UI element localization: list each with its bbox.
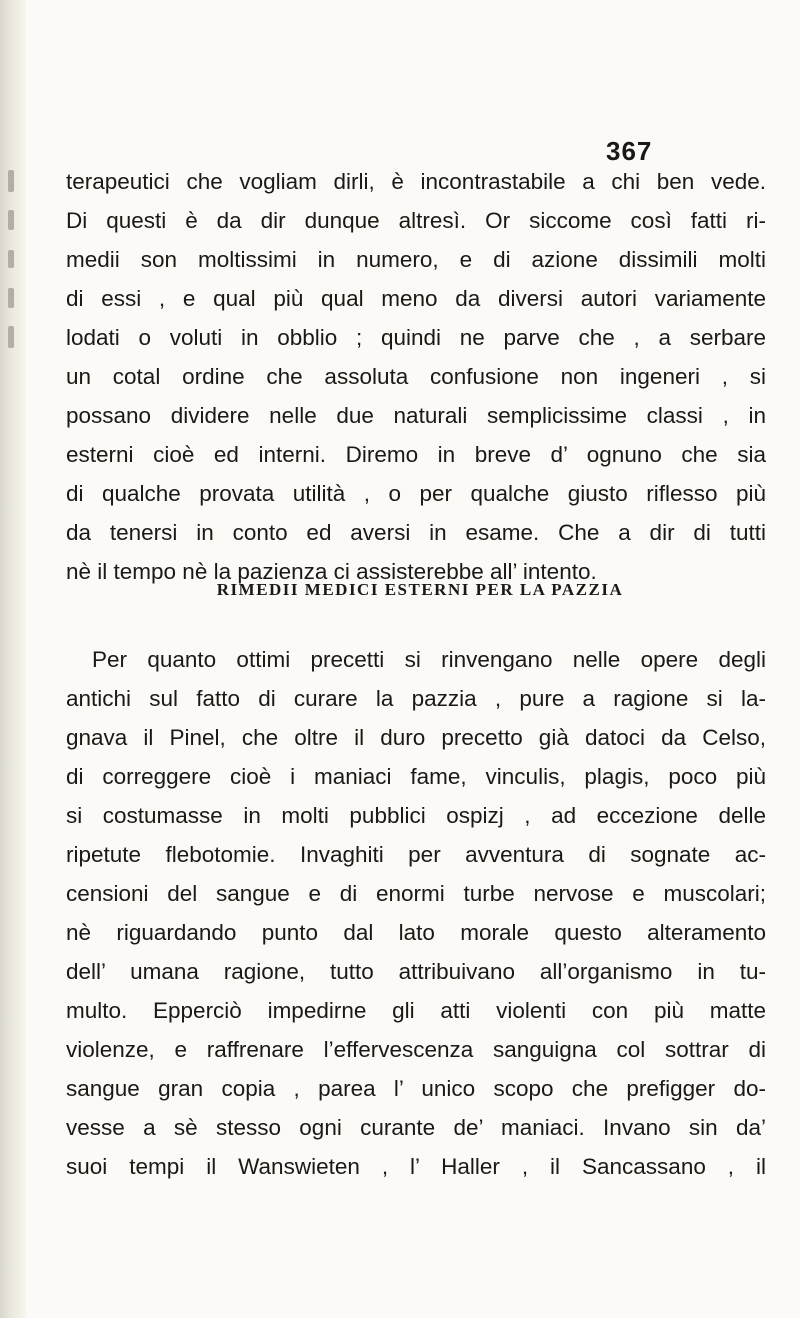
paragraph-1	[66, 162, 766, 591]
text-line: di essi , e qual più qual meno da diversi autori variamente	[66, 286, 766, 311]
text-line: possano dividere nelle due naturali semplicissime classi , in	[66, 403, 766, 428]
text-line: antichi sul fatto di curare la pazzia , pure a ragione si la-	[66, 686, 766, 711]
gutter-mark	[8, 170, 14, 192]
text-line: medii son moltissimi in numero, e di azione dissimili molti	[66, 247, 766, 272]
text-line: multo. Epperciò impedirne gli atti violenti con più matte	[66, 998, 766, 1023]
text-line: lodati o voluti in obblio ; quindi ne parve che , a serbare	[66, 325, 766, 350]
section-heading: RIMEDII MEDICI ESTERNI PER LA PAZZIA	[216, 580, 624, 599]
text-line: un cotal ordine che assoluta confusione non ingeneri , si	[66, 364, 766, 389]
paragraph-2	[66, 640, 766, 1186]
text-line: di qualche provata utilità , o per qualche giusto riflesso più	[66, 481, 766, 506]
text-line: censioni del sangue e di enormi turbe nervose e muscolari;	[66, 881, 766, 906]
text-line: vesse a sè stesso ogni curante de’ maniaci. Invano sin da’	[66, 1115, 766, 1140]
gutter-mark	[8, 326, 14, 348]
gutter-mark	[8, 250, 14, 268]
text-line: Di questi è da dir dunque altresì. Or siccome così fatti ri-	[66, 208, 766, 233]
text-line: terapeutici che vogliam dirli, è incontrastabile a chi ben vede.	[66, 169, 766, 194]
text-line: nè riguardando punto dal lato morale questo alteramento	[66, 920, 766, 945]
text-line: Per quanto ottimi precetti si rinvengano nelle opere degli	[92, 647, 766, 672]
text-line: da tenersi in conto ed aversi in esame. Che a dir di tutti	[66, 520, 766, 545]
text-line: sangue gran copia , parea l’ unico scopo che prefigger do-	[66, 1076, 766, 1101]
text-line: nè il tempo nè la pazienza ci assisterebbe all’ intento.	[66, 559, 597, 584]
text-line: esterni cioè ed interni. Diremo in breve d’ ognuno che sia	[66, 442, 766, 467]
text-line: si costumasse in molti pubblici ospizj , ad eccezione delle	[66, 803, 766, 828]
text-line: ripetute flebotomie. Invaghiti per avventura di sognate ac-	[66, 842, 766, 867]
page-gutter-shadow	[0, 0, 26, 1318]
text-line: violenze, e raffrenare l’effervescenza sanguigna col sottrar di	[66, 1037, 766, 1062]
gutter-mark	[8, 210, 14, 230]
page-number: 367	[606, 136, 653, 166]
text-line: gnava il Pinel, che oltre il duro precetto già datoci da Celso,	[66, 725, 766, 750]
text-line: dell’ umana ragione, tutto attribuivano all’organismo in tu-	[66, 959, 766, 984]
gutter-mark	[8, 288, 14, 308]
text-line: suoi tempi il Wanswieten , l’ Haller , il Sancassano , il	[66, 1154, 766, 1179]
text-line: di correggere cioè i maniaci fame, vinculis, plagis, poco più	[66, 764, 766, 789]
